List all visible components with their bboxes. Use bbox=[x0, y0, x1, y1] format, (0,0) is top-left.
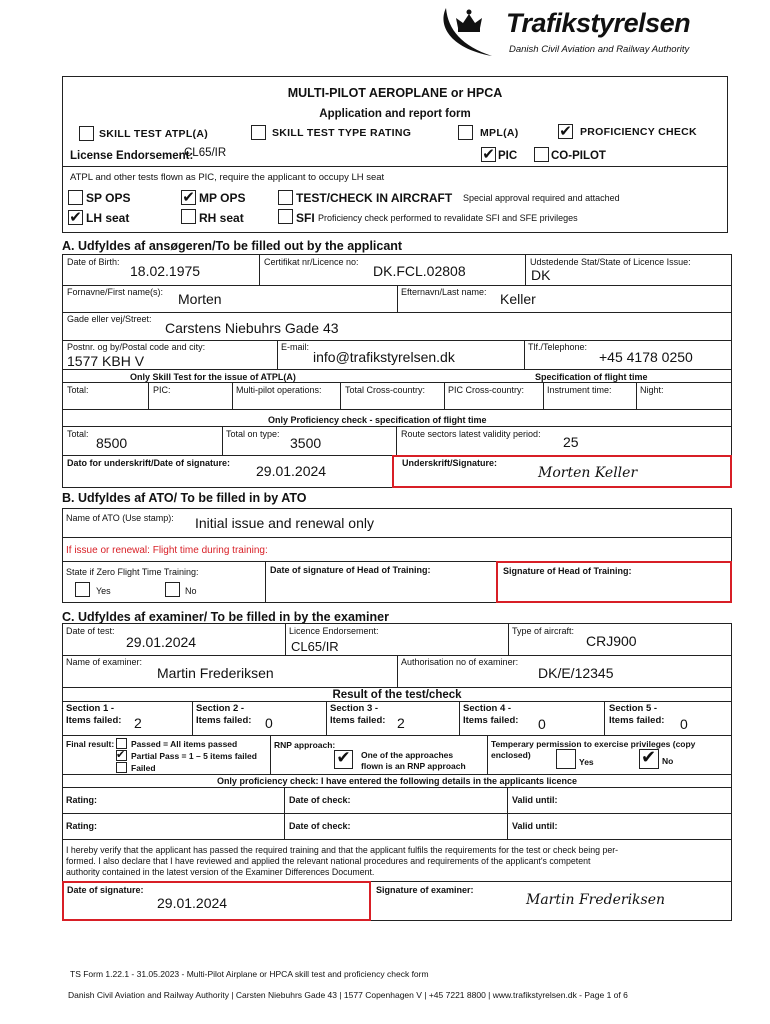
zero-ft-no-label: No bbox=[185, 586, 197, 596]
rh-seat-checkbox[interactable] bbox=[181, 209, 196, 224]
skill-test-atpl-checkbox[interactable] bbox=[79, 126, 94, 141]
section-b-heading: B. Udfyldes af ATO/ To be filled in by ATO bbox=[62, 491, 307, 505]
rh-seat-label: RH seat bbox=[199, 211, 244, 225]
footer-address: Danish Civil Aviation and Railway Authority | Carsten Niebuhrs Gade 43 | 1577 Copenhagen V | +45 7221 8800 | www.trafikstyrelsen.dk - Page 1 of 6 bbox=[68, 990, 628, 1000]
lh-seat-label: LH seat bbox=[86, 211, 130, 225]
date-check-label-2: Date of check: bbox=[289, 821, 351, 831]
divider bbox=[62, 166, 728, 167]
sfi-checkbox[interactable] bbox=[278, 209, 293, 224]
pic-time-label: PIC: bbox=[153, 385, 171, 395]
footer-form-id: TS Form 1.22.1 - 31.05.2023 - Multi-Pilot Airplane or HPCA skill test and proficiency check form bbox=[70, 969, 429, 979]
auth-no-value[interactable]: DK/E/12345 bbox=[538, 665, 614, 681]
zero-ft-yes-label: Yes bbox=[96, 586, 111, 596]
signature-label: Underskrift/Signature: bbox=[402, 458, 498, 468]
state-value[interactable]: DK bbox=[531, 267, 551, 283]
passed-label: Passed = All items passed bbox=[131, 739, 238, 749]
email-value[interactable]: info@trafikstyrelsen.dk bbox=[313, 349, 455, 365]
divider bbox=[148, 382, 149, 409]
section-3-value[interactable]: 2 bbox=[397, 715, 405, 731]
co-pilot-label: CO-PILOT bbox=[551, 150, 606, 162]
divider bbox=[487, 735, 488, 774]
lic-endorsement-value[interactable]: CL65/IR bbox=[291, 639, 339, 654]
divider bbox=[259, 254, 260, 285]
divider bbox=[62, 409, 732, 410]
proficiency-check-label: PROFICIENCY CHECK bbox=[580, 126, 697, 138]
only-skill-test-heading: Only Skill Test for the issue of ATPL(A) bbox=[130, 372, 296, 382]
sfi-label: SFI bbox=[296, 211, 315, 225]
section-5-label: Items failed: bbox=[609, 715, 665, 726]
section-3-title: Section 3 - bbox=[330, 703, 379, 714]
check-icon: ✔ bbox=[69, 208, 82, 226]
examiner-name-label: Name of examiner: bbox=[66, 657, 143, 667]
first-name-value[interactable]: Morten bbox=[178, 291, 222, 307]
state-label: Udstedende Stat/State of Licence Issue: bbox=[530, 257, 691, 267]
divider bbox=[222, 426, 223, 455]
phone-label: Tlf./Telephone: bbox=[528, 342, 588, 352]
total-on-type-label: Total on type: bbox=[226, 429, 280, 439]
mpl-label: MPL(A) bbox=[480, 127, 519, 139]
temp-permission-yes-checkbox[interactable] bbox=[556, 749, 576, 769]
form-subtitle: Application and report form bbox=[319, 108, 471, 120]
test-in-aircraft-checkbox[interactable] bbox=[278, 190, 293, 205]
examiner-date-signature-value[interactable]: 29.01.2024 bbox=[157, 895, 228, 911]
section-1-value[interactable]: 2 bbox=[134, 715, 142, 731]
examiner-signature-label: Signature of examiner: bbox=[376, 885, 474, 895]
divider bbox=[62, 774, 732, 775]
divider bbox=[62, 839, 732, 840]
divider bbox=[62, 687, 732, 688]
last-name-value[interactable]: Keller bbox=[500, 291, 536, 307]
cert-value[interactable]: DK.FCL.02808 bbox=[373, 263, 466, 279]
email-label: E-mail: bbox=[281, 342, 310, 352]
brand-name: Trafikstyrelsen bbox=[506, 8, 691, 38]
date-check-label-1: Date of check: bbox=[289, 795, 351, 805]
divider bbox=[270, 735, 271, 774]
section-1-title: Section 1 - bbox=[66, 703, 115, 714]
sig-head-training-label: Signature of Head of Training: bbox=[503, 566, 632, 576]
pic-cross-country-label: PIC Cross-country: bbox=[448, 385, 525, 395]
total-on-type-value[interactable]: 3500 bbox=[290, 435, 322, 451]
skill-test-type-rating-label: SKILL TEST TYPE RATING bbox=[272, 127, 412, 139]
divider bbox=[62, 369, 732, 370]
rating-label-1: Rating: bbox=[66, 795, 97, 805]
divider bbox=[340, 382, 341, 409]
failed-checkbox[interactable] bbox=[116, 762, 127, 773]
street-label: Gade eller vej/Street: bbox=[67, 314, 152, 324]
section-4-label: Items failed: bbox=[463, 715, 519, 726]
check-icon: ✔ bbox=[482, 145, 495, 163]
spec-flight-time-heading: Specification of flight time bbox=[535, 372, 648, 382]
only-prof-details-heading: Only proficiency check: I have entered the following details in the applicants licence bbox=[216, 776, 578, 786]
section-2-label: Items failed: bbox=[196, 715, 252, 726]
zero-ft-label: State if Zero Flight Time Training: bbox=[66, 567, 199, 577]
flight-time-note: If issue or renewal: Flight time during training: bbox=[66, 545, 268, 556]
divider bbox=[62, 312, 732, 313]
total-hours-value[interactable]: 8500 bbox=[96, 435, 128, 451]
last-name-label: Efternavn/Last name: bbox=[401, 287, 487, 297]
ato-name-value[interactable]: Initial issue and renewal only bbox=[195, 515, 374, 531]
divider bbox=[604, 701, 605, 735]
divider bbox=[525, 254, 526, 285]
sp-ops-checkbox[interactable] bbox=[68, 190, 83, 205]
section-1-label: Items failed: bbox=[66, 715, 122, 726]
divider bbox=[397, 285, 398, 312]
final-result-label: Final result: bbox=[66, 739, 115, 749]
divider bbox=[444, 382, 445, 409]
postal-label: Postnr. og by/Postal code and city: bbox=[67, 342, 206, 352]
divider bbox=[265, 561, 266, 603]
divider bbox=[62, 701, 732, 702]
total-hours-label: Total: bbox=[67, 429, 89, 439]
divider bbox=[326, 701, 327, 735]
divider bbox=[232, 382, 233, 409]
form-title: MULTI-PILOT AEROPLANE or HPCA bbox=[287, 86, 503, 100]
date-signature-value[interactable]: 29.01.2024 bbox=[256, 463, 327, 479]
divider bbox=[543, 382, 544, 409]
divider bbox=[524, 340, 525, 369]
temp-permission-yes-label: Yes bbox=[579, 757, 594, 767]
verify-text-2: formed. I also declare that I have reviewed and applied the relevant national procedures and requirements of the applicant's competent bbox=[66, 856, 591, 866]
first-name-label: Fornavne/First name(s): bbox=[67, 287, 164, 297]
temp-permission-2: enclosed) bbox=[491, 750, 531, 760]
section-5-value[interactable]: 0 bbox=[680, 716, 688, 732]
cert-label: Certifikat nr/Licence no: bbox=[264, 257, 359, 267]
divider bbox=[62, 735, 732, 736]
lic-endorsement-label: Licence Endorsement: bbox=[289, 626, 379, 636]
aircraft-type-label: Type of aircraft: bbox=[512, 626, 575, 636]
license-endorsement-label: License Endorsement: bbox=[70, 150, 194, 162]
check-icon: ✔ bbox=[641, 747, 657, 768]
examiner-date-signature-label: Date of signature: bbox=[67, 885, 144, 895]
partial-pass-label: Partial Pass = 1 – 5 items failed bbox=[131, 751, 257, 761]
cross-country-label: Total Cross-country: bbox=[345, 385, 426, 395]
divider bbox=[62, 340, 732, 341]
temp-permission-no-label: No bbox=[662, 756, 674, 766]
street-value[interactable]: Carstens Niebuhrs Gade 43 bbox=[165, 320, 339, 336]
sp-ops-label: SP OPS bbox=[86, 191, 131, 205]
divider bbox=[277, 340, 278, 369]
divider bbox=[62, 537, 732, 538]
examiner-signature: Martin Frederiksen bbox=[526, 892, 666, 908]
phone-value[interactable]: +45 4178 0250 bbox=[599, 349, 693, 365]
section-3-label: Items failed: bbox=[330, 715, 386, 726]
date-head-training-label: Date of signature of Head of Training: bbox=[270, 565, 431, 575]
night-label: Night: bbox=[640, 385, 664, 395]
result-heading: Result of the test/check bbox=[332, 689, 462, 701]
date-signature-label: Dato for underskrift/Date of signature: bbox=[67, 458, 231, 468]
section-2-value[interactable]: 0 bbox=[265, 715, 273, 731]
instrument-time-label: Instrument time: bbox=[547, 385, 612, 395]
mp-ops-time-label: Multi-pilot operations: bbox=[236, 385, 322, 395]
divider bbox=[62, 382, 732, 383]
pic-label: PIC bbox=[498, 150, 518, 162]
divider bbox=[397, 655, 398, 687]
rating-label-2: Rating: bbox=[66, 821, 97, 831]
check-icon: ✔ bbox=[559, 122, 572, 140]
date-test-label: Date of test: bbox=[66, 626, 115, 636]
date-test-value[interactable]: 29.01.2024 bbox=[126, 634, 197, 650]
divider bbox=[62, 787, 732, 788]
divider bbox=[285, 623, 286, 655]
logo bbox=[436, 4, 736, 60]
divider bbox=[62, 426, 732, 427]
atpl-note: ATPL and other tests flown as PIC, require the applicant to occupy LH seat bbox=[70, 172, 385, 183]
test-in-aircraft-note: Special approval required and attached bbox=[463, 193, 620, 203]
rnp-note-2: flown is an RNP approach bbox=[361, 761, 466, 771]
skill-test-type-rating-checkbox[interactable] bbox=[251, 125, 266, 140]
total-label: Total: bbox=[67, 385, 89, 395]
license-endorsement-value: CL65/IR bbox=[184, 147, 227, 159]
skill-test-atpl-label: SKILL TEST ATPL(A) bbox=[99, 128, 209, 140]
rnp-label: RNP approach: bbox=[274, 740, 336, 750]
verify-text-3: authority contained in the latest version of the Examiner Differences Document. bbox=[66, 867, 375, 877]
route-sectors-label: Route sectors latest validity period: bbox=[401, 429, 541, 439]
section-2-title: Section 2 - bbox=[196, 703, 245, 714]
zero-ft-no-checkbox[interactable] bbox=[165, 582, 180, 597]
brand-tagline: Danish Civil Aviation and Railway Authority bbox=[509, 44, 690, 55]
valid-until-label-1: Valid until: bbox=[512, 795, 558, 805]
valid-until-label-2: Valid until: bbox=[512, 821, 558, 831]
verify-text-1: I hereby verify that the applicant has passed the required training and that the applicant fulfils the requirements for the test or check being per- bbox=[66, 845, 619, 855]
check-icon: ✔ bbox=[182, 188, 195, 206]
divider bbox=[636, 382, 637, 409]
examiner-name-value[interactable]: Martin Frederiksen bbox=[157, 665, 274, 681]
section-5-title: Section 5 - bbox=[609, 703, 658, 714]
section-4-title: Section 4 - bbox=[463, 703, 512, 714]
section-4-value[interactable]: 0 bbox=[538, 716, 546, 732]
ato-name-label: Name of ATO (Use stamp): bbox=[66, 513, 174, 523]
aircraft-type-value[interactable]: CRJ900 bbox=[586, 633, 637, 649]
auth-no-label: Authorisation no of examiner: bbox=[401, 657, 519, 667]
check-icon: ✔ bbox=[336, 748, 351, 768]
dob-value[interactable]: 18.02.1975 bbox=[130, 263, 201, 279]
failed-label: Failed bbox=[131, 763, 156, 773]
divider bbox=[459, 701, 460, 735]
rnp-note-1: One of the approaches bbox=[361, 750, 454, 760]
divider bbox=[396, 426, 397, 455]
crown-swoosh-icon bbox=[436, 4, 506, 60]
postal-value[interactable]: 1577 KBH V bbox=[67, 353, 145, 369]
section-a-heading: A. Udfyldes af ansøgeren/To be filled out by the applicant bbox=[62, 239, 403, 253]
mpl-checkbox[interactable] bbox=[458, 125, 473, 140]
route-sectors-value[interactable]: 25 bbox=[563, 434, 579, 450]
test-in-aircraft-label: TEST/CHECK IN AIRCRAFT bbox=[296, 191, 453, 205]
divider bbox=[192, 701, 193, 735]
divider bbox=[62, 813, 732, 814]
section-c-heading: C. Udfyldes af examiner/ To be filled in by the examiner bbox=[62, 610, 389, 624]
check-icon: ✔ bbox=[116, 748, 126, 761]
zero-ft-yes-checkbox[interactable] bbox=[75, 582, 90, 597]
divider bbox=[371, 881, 732, 882]
applicant-signature: Morten Keller bbox=[538, 465, 638, 481]
temp-permission-1: Temperary permission to exercise privileges (copy bbox=[491, 739, 696, 749]
co-pilot-checkbox[interactable] bbox=[534, 147, 549, 162]
dob-label: Date of Birth: bbox=[67, 257, 120, 267]
sfi-note: Proficiency check performed to revalidate SFI and SFE privileges bbox=[318, 213, 578, 223]
mp-ops-label: MP OPS bbox=[199, 191, 246, 205]
only-prof-check-heading: Only Proficiency check - specification of flight time bbox=[268, 415, 487, 425]
divider bbox=[508, 623, 509, 655]
